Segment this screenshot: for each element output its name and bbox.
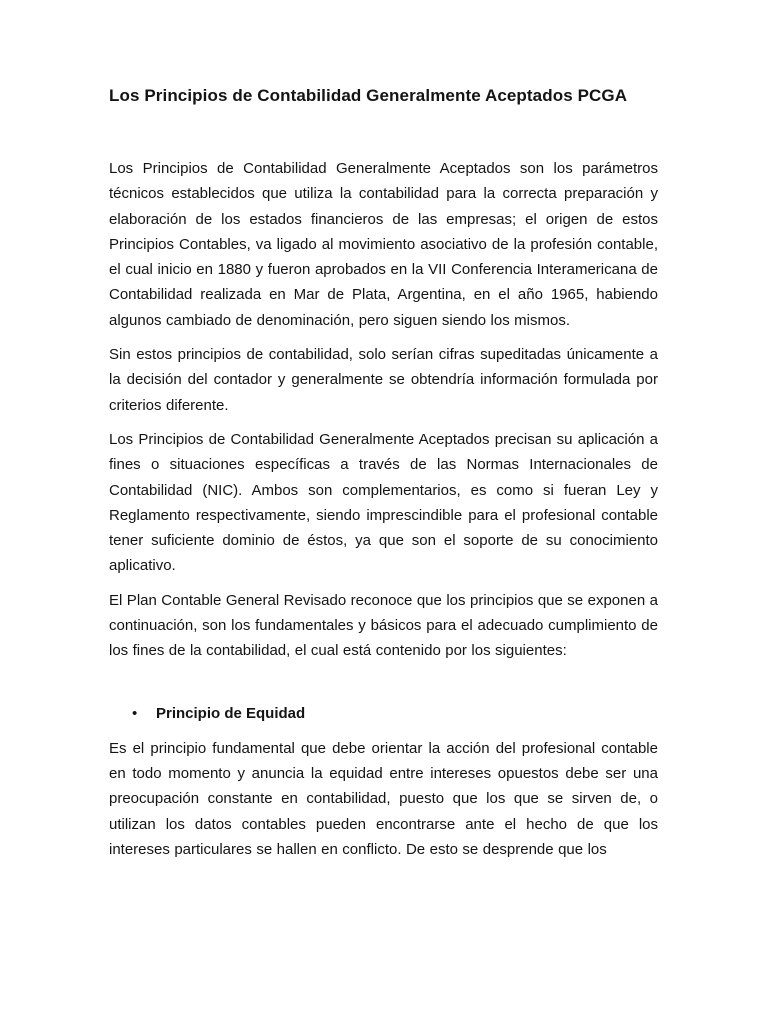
list-item-principio-equidad (109, 701, 658, 726)
bullet-icon: • (132, 704, 138, 722)
paragraph-nic: Los Principios de Contabilidad Generalmente Aceptados precisan su aplicación a fines o situaciones específicas a través de las Normas Internacionales de Contabilidad (NIC). Ambos son complementarios, es como si fueran Ley y Reglamento respectivamente, siendo imprescindible para el profesional contable tener suficiente dominio de éstos, ya que son el soporte de su conocimiento aplicativo. (109, 430, 658, 575)
paragraph-definition: Los Principios de Contabilidad Generalmente Aceptados son los parámetros técnicos establecidos que utiliza la contabilidad para la correcta preparación y elaboración de los estados financieros de las empresas; el origen de estos Principios Contables, va ligado al movimiento asociativo de la profesión contable, el cual inicio en 1880 y fueron aprobados en la VII Conferencia Interamericana de Contabilidad realizada en Mar de Plata, Argentina, en el año 1965, habiendo algunos cambiado de denominación, pero siguen siendo los mismos. (109, 160, 658, 329)
document-body (109, 84, 658, 862)
paragraph-equidad: Es el principio fundamental que debe orientar la acción del profesional contable en todo momento y anuncia la equidad entre intereses opuestos debe ser una preocupación constante en contabilidad, puesto que los que se sirven de, o utilizan los datos contables pueden encontrarse ante el hecho de que los intereses particulares se hallen en conflicto. De esto se desprende que los (109, 739, 658, 858)
principles-list (109, 701, 658, 726)
paragraph-plan-contable: El Plan Contable General Revisado reconoce que los principios que se exponen a continuación, son los fundamentales y básicos para el adecuado cumplimiento de los fines de la contabilidad, el cual está contenido por los siguientes: (109, 591, 658, 660)
paragraph-without-principles: Sin estos principios de contabilidad, solo serían cifras supeditadas únicamente a la decisión del contador y generalmente se obtendría información formulada por criterios diferente. (109, 346, 658, 414)
list-item-label: Principio de Equidad (156, 704, 306, 722)
document-title: Los Principios de Contabilidad Generalmente Aceptados PCGA (109, 86, 628, 105)
